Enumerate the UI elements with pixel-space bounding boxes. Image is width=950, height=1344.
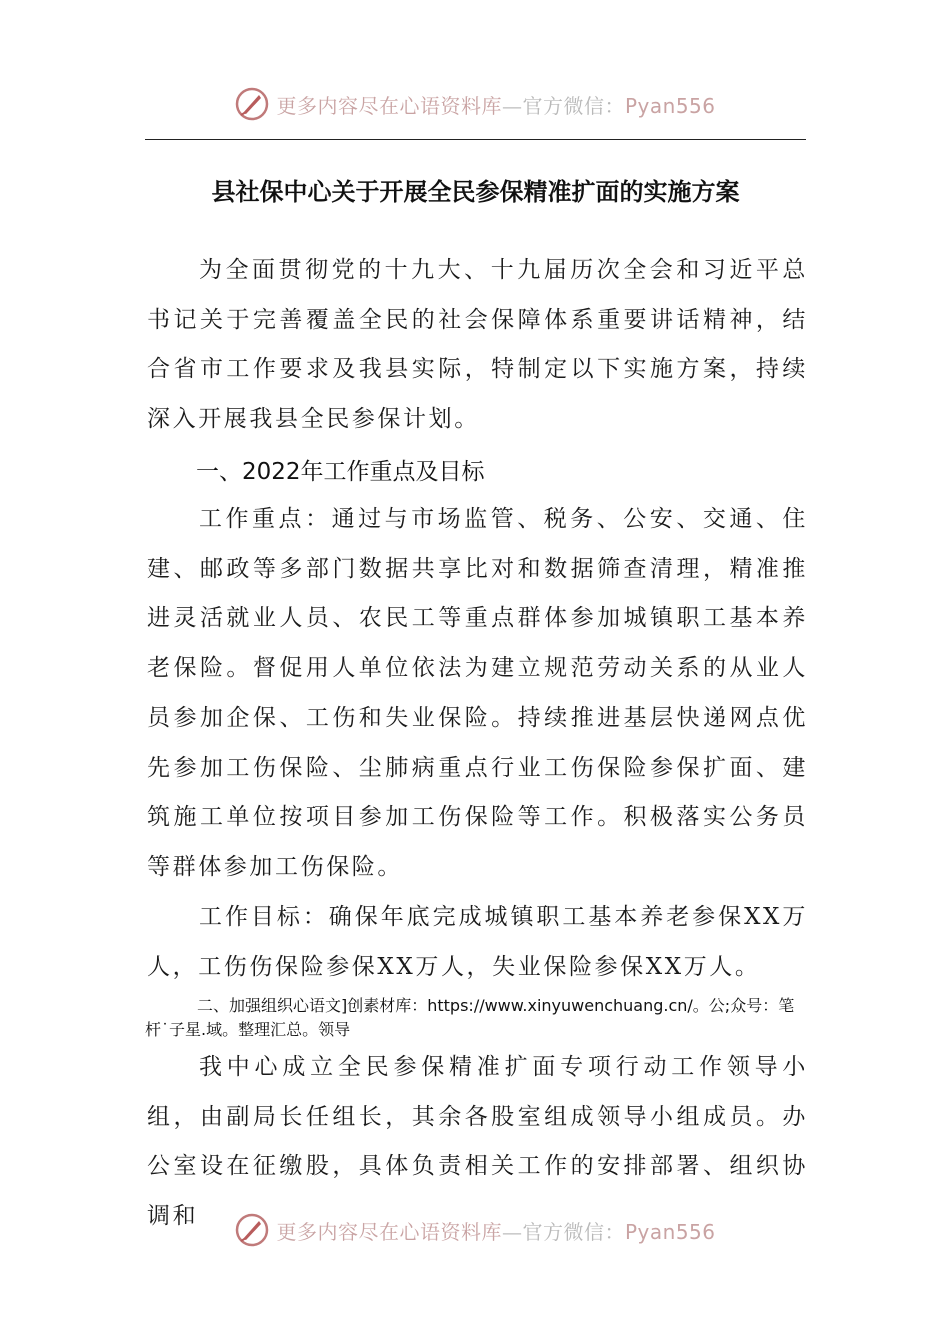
focus-paragraph: 工作重点：通过与市场监管、税务、公安、交通、住建、邮政等多部门数据共享比对和数据筛查清理，精准推进灵活就业人员、农民工等重点群体参加城镇职工基本养老保险。督促用人单位依法为建立规范劳动关系的从业人员参加企保、工伤和失业保险。持续推进基层快递网点优先参加工伤保险、尘肺病重点行业工伤保险参保扩面、建筑施工单位按项目参加工伤保险等工作。积极落实公务员等群体参加工伤保险。 (147, 506, 808, 880)
document-title: 县社保中心关于开展全民参保精准扩面的实施方案 (211, 177, 740, 206)
header-divider (145, 139, 806, 140)
banner-official-label: 官方微信： (522, 93, 625, 118)
banner-account-id: Pyan556 (624, 93, 716, 118)
header-watermark-banner (0, 82, 950, 126)
footer-watermark-banner (0, 1208, 950, 1252)
section2-paragraph: 我中心成立全民参保精准扩面专项行动工作领导小组，由副局长任组长，其余各股室组成领导小组成员。办公室设在征缴股，具体负责相关工作的安排部署、组织协调和 (147, 1054, 808, 1230)
banner-separator: — (501, 93, 523, 118)
section1-heading: 一、2022年工作重点及目标 (196, 459, 485, 485)
banner-account-id: Pyan556 (624, 1219, 716, 1244)
quill-logo-icon (234, 86, 270, 122)
intro-paragraph: 为全面贯彻党的十九大、十九届历次全会和习近平总书记关于完善覆盖全民的社会保障体系重要讲话精神，结合省市工作要求及我县实际，特制定以下实施方案，持续深入开展我县全民参保计划。 (147, 257, 808, 433)
section2-watermark-note: 二、加强组织心语文]创素材库：https://www.xinyuwenchuang.cn/。公;众号：笔杆˙子星.域。整理汇总。领导 (145, 996, 795, 1039)
banner-text (276, 90, 715, 119)
quill-logo-icon (234, 1212, 270, 1248)
banner-main-text: 更多内容尽在心语资料库 (276, 1219, 502, 1244)
goal-paragraph: 工作目标：确保年底完成城镇职工基本养老参保XX万人，工伤伤保险参保XX万人，失业保险参保XX万人。 (147, 904, 808, 980)
banner-official-label: 官方微信： (522, 1219, 625, 1244)
banner-main-text: 更多内容尽在心语资料库 (276, 93, 502, 118)
banner-separator: — (501, 1219, 523, 1244)
banner-text (276, 1216, 715, 1245)
